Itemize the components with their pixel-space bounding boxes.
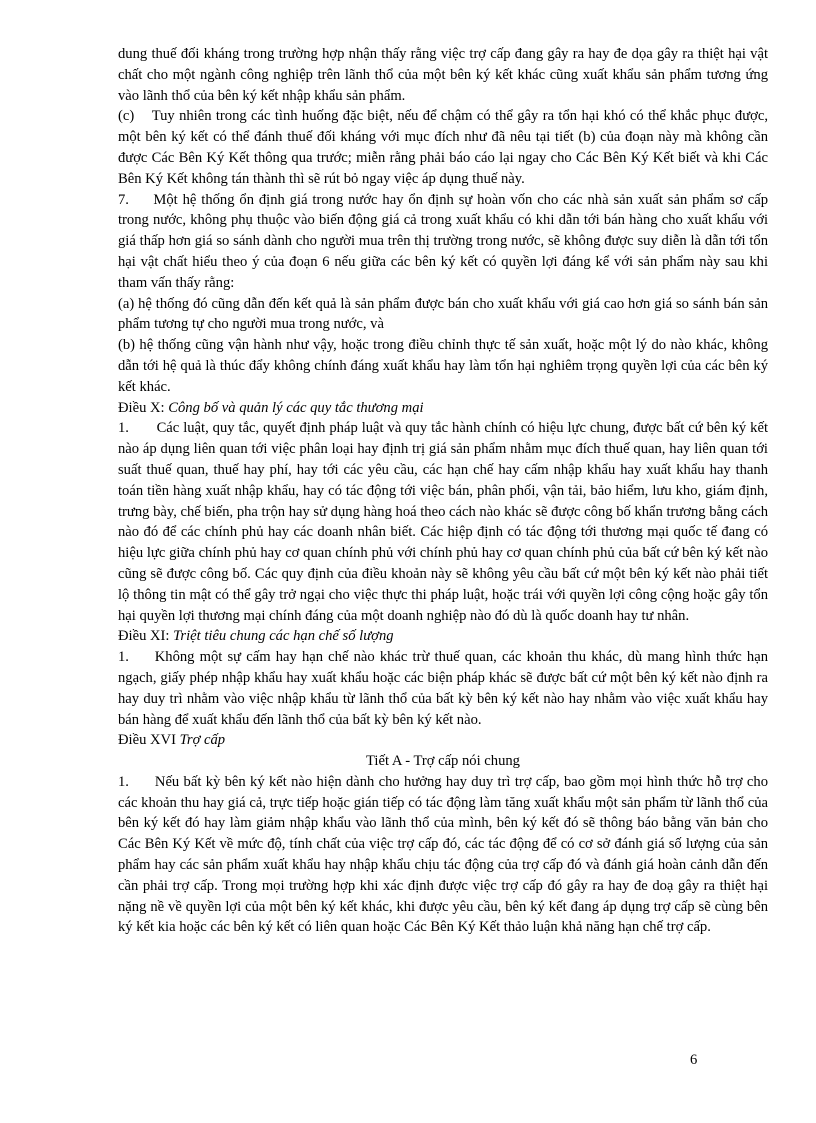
article-xvi-title: Trợ cấp	[179, 732, 226, 749]
article-xi-heading	[118, 626, 768, 647]
article-xi-paragraph-1: 1. Không một sự cấm hay hạn chế nào khác trừ thuế quan, các khoản thu khác, dù mang hình thức hạn ngạch, giấy phép nhập khẩu hay xuất khẩu hoặc các biện pháp khác sẽ được bất cứ một bên ký kết nào định ra hay duy trì nhằm vào việc nhập khẩu từ lãnh thổ của bất kỳ bên ký kết nào hay nhằm vào việc xuất khẩu hay bán hàng để xuất khẩu đến lãnh thổ của bất kỳ bên ký kết nào.	[118, 649, 768, 728]
paragraph-7a: (a) hệ thống đó cũng dẫn đến kết quả là sản phẩm được bán cho xuất khẩu với giá cao hơn giá so sánh bán sản phẩm tương tự cho người mua trong nước, và	[118, 295, 768, 333]
page-number: 6	[690, 1052, 698, 1068]
article-xvi-paragraph-1: 1. Nếu bất kỳ bên ký kết nào hiện dành cho hưởng hay duy trì trợ cấp, bao gồm mọi hình thức hỗ trợ cho các khoản thu hay giá cả, trực tiếp hoặc gián tiếp có tác động làm tăng xuất khẩu một sản phẩm từ lãnh thổ của bên ký kết đó hay làm giảm nhập khẩu vào lãnh thổ của mình, bên ký kết đó sẽ thông báo bằng văn bản cho Các Bên Ký Kết về mức độ, tính chất của việc trợ cấp đó, các tác động để có cơ sở đánh giá số lượng của sản phẩm hay các sản phẩm xuất khẩu hay nhập khẩu chịu tác động của trợ cấp đó và đánh giá hoàn cảnh dẫn đến cần phải trợ cấp. Trong mọi trường hợp khi xác định được việc trợ cấp đó gây ra hay đe doạ gây ra thiệt hại nặng nề về quyền lợi của một bên ký kết khác, khi được yêu cầu, bên ký kết đang áp dụng trợ cấp sẽ cùng bên ký kết kia hoặc các bên ký kết có liên quan hoặc Các Bên Ký Kết thảo luận khả năng hạn chế trợ cấp.	[118, 773, 768, 936]
document-page	[118, 44, 768, 938]
paragraph-7b: (b) hệ thống cũng vận hành như vậy, hoặc trong điều chỉnh thực tế sản xuất, hoặc một lý do nào khác, không dẫn tới hệ quả là thúc đẩy không chính đáng xuất khẩu hay làm tổn hại nghiêm trọng quyền lợi của các bên ký kết khác.	[118, 337, 768, 395]
article-x-title: Công bố và quản lý các quy tắc thương mại	[168, 399, 424, 416]
paragraph-c: (c) Tuy nhiên trong các tình huống đặc biệt, nếu để chậm có thể gây ra tổn hại khó có thể khắc phục được, một bên ký kết có thể đánh thuế đối kháng với mục đích như đã nêu tại tiết (b) của đoạn này mà không cần được Các Bên Ký Kết thông qua trước; miễn rằng phải báo cáo lại ngay cho Các Bên Ký Kết biết và khi Các Bên Ký Kết không tán thành thì sẽ rút bỏ ngay việc áp dụng thuế này.	[118, 108, 768, 187]
article-x-label: Điều X:	[118, 399, 169, 416]
article-x-heading	[118, 398, 768, 419]
article-xvi-label: Điều XVI	[118, 732, 180, 749]
paragraph-continuation: dung thuế đối kháng trong trường hợp nhận thấy rằng việc trợ cấp đang gây ra hay đe dọa gây ra thiệt hại vật chất cho một ngành công nghiệp trên lãnh thổ của một bên ký kết khác cũng xuất khẩu sản phẩm tương ứng vào lãnh thổ của bên ký kết nhập khẩu sản phẩm.	[118, 46, 768, 104]
article-xvi-heading	[118, 730, 768, 751]
article-xi-title: Triệt tiêu chung các hạn chế số lượng	[173, 628, 394, 645]
section-a-title: Tiết A - Trợ cấp nói chung	[366, 753, 520, 770]
paragraph-7: 7. Một hệ thống ổn định giá trong nước hay ổn định sự hoàn vốn cho các nhà sản xuất sản phẩm sơ cấp trong nước, không phụ thuộc vào biến động giá cả trong xuất khẩu có khi dẫn tới bán hàng cho xuất khẩu với giá thấp hơn giá so sánh dành cho người mua trên thị trường trong nước, sẽ không được suy diễn là dẫn tới tổn hại vật chất hiểu theo ý của đoạn 6 nếu giữa các bên ký kết có quyền lợi đáng kể với sản phẩm này sau khi tham vấn thấy rằng:	[118, 191, 768, 291]
article-x-paragraph-1: 1. Các luật, quy tắc, quyết định pháp luật và quy tắc hành chính có hiệu lực chung, được bất cứ bên ký kết nào áp dụng liên quan tới việc phân loại hay định trị giá sản phẩm nhằm mục đích thuế quan, hay liên quan tới suất thuế quan, thuế hay phí, hay tới các yêu cầu, các hạn chế hay cấm nhập khẩu hay xuất khẩu hay thanh toán tiền hàng xuất nhập khẩu, hay có tác động tới việc bán, phân phối, vận tải, bảo hiểm, lưu kho, giám định, trưng bày, chế biến, pha trộn hay sử dụng hàng hoá theo cách nào khác sẽ được công bố khẩn trương bằng cách nào đó để các chính phủ hay các doanh nhân biết. Các hiệp định có tác động tới thương mại quốc tế đang có hiệu lực giữa chính phủ hay cơ quan chính phủ với chính phủ hay cơ quan chính phủ của bất cứ bên ký kết nào cũng sẽ được công bố. Các quy định của điều khoản này sẽ không yêu cầu bất cứ một bên ký kết nào phải tiết lộ thông tin mật có thể gây trở ngại cho việc thực thi pháp luật, hoặc trái với quyền lợi công cộng hoặc gây tổn hại quyền lợi thương mại chính đáng của một doanh nghiệp nào đó dù là quốc doanh hay tư nhân.	[118, 420, 768, 624]
article-xi-label: Điều XI:	[118, 628, 174, 645]
